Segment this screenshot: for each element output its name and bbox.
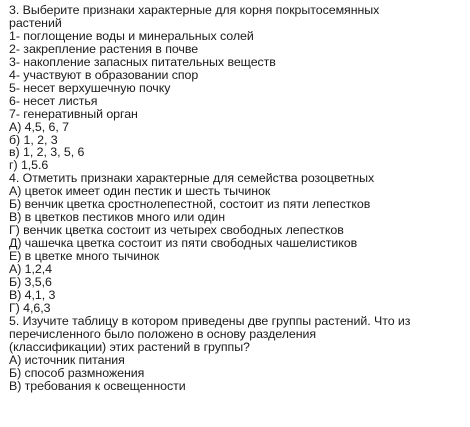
q4-option-d: Г) 4,6,3 xyxy=(9,301,51,315)
q3-feature-5: 5- несет верхушечную почку xyxy=(9,81,171,95)
q3-feature-7: 7- генеративный орган xyxy=(9,107,138,121)
q3-option-d: г) 1,5.6 xyxy=(9,159,49,173)
q5-option-b: Б) способ размножения xyxy=(9,366,145,380)
q3-feature-3: 3- накопление запасных питательных веществ xyxy=(9,55,276,69)
q4-prompt: 4. Отметить признаки характерные для семейства розоцветных xyxy=(9,172,375,186)
q3-feature-1: 1- поглощение воды и минеральных солей xyxy=(9,29,254,43)
q3-feature-4: 4- участвуют в образовании спор xyxy=(9,68,199,82)
q4-feature-d: Г) венчик цветка состоит из четырех свободных лепестков xyxy=(9,224,344,238)
q5-option-c: В) требования к освещенности xyxy=(9,379,186,393)
q4-feature-a: А) цветок имеет один пестик и шесть тычинок xyxy=(9,185,271,199)
q4-feature-c: В) в цветков пестиков много или один xyxy=(9,211,226,225)
q3-prompt-line-1: 3. Выберите признаки характерные для корня покрытосемянных xyxy=(9,4,380,17)
q3-feature-6: 6- несет листья xyxy=(9,94,98,108)
document-body xyxy=(9,4,464,393)
q3-option-b: б) 1, 2, 3 xyxy=(9,133,58,147)
q4-option-b: Б) 3,5,6 xyxy=(9,276,52,289)
q3-feature-2: 2- закрепление растения в почве xyxy=(9,42,199,56)
q4-option-c: В) 4,1, 3 xyxy=(9,288,56,302)
q3-option-a: А) 4,5, 6, 7 xyxy=(9,120,70,134)
q5-option-a: А) источник питания xyxy=(9,353,125,367)
q4-feature-e: Д) чашечка цветка состоит из пяти свободных чашелистиков xyxy=(9,237,358,251)
q3-option-c: в) 1, 2, 3, 5, 6 xyxy=(9,146,85,160)
q4-feature-b: Б) венчик цветка сростнолепестной, состоит из пяти лепестков xyxy=(9,198,371,212)
q5-prompt-line-1: 5. Изучите таблицу в котором приведены две группы растений. Что из xyxy=(9,314,411,328)
q4-feature-f: Е) в цветке много тычинок xyxy=(9,250,160,264)
q5-prompt-line-2: перечисленного было положено в основу разделения xyxy=(9,327,317,341)
q3-prompt-line-2: растений xyxy=(9,16,62,30)
q5-prompt-line-3: (классификации) этих растений в группы? xyxy=(9,340,250,354)
q4-option-a: А) 1,2,4 xyxy=(9,263,52,277)
